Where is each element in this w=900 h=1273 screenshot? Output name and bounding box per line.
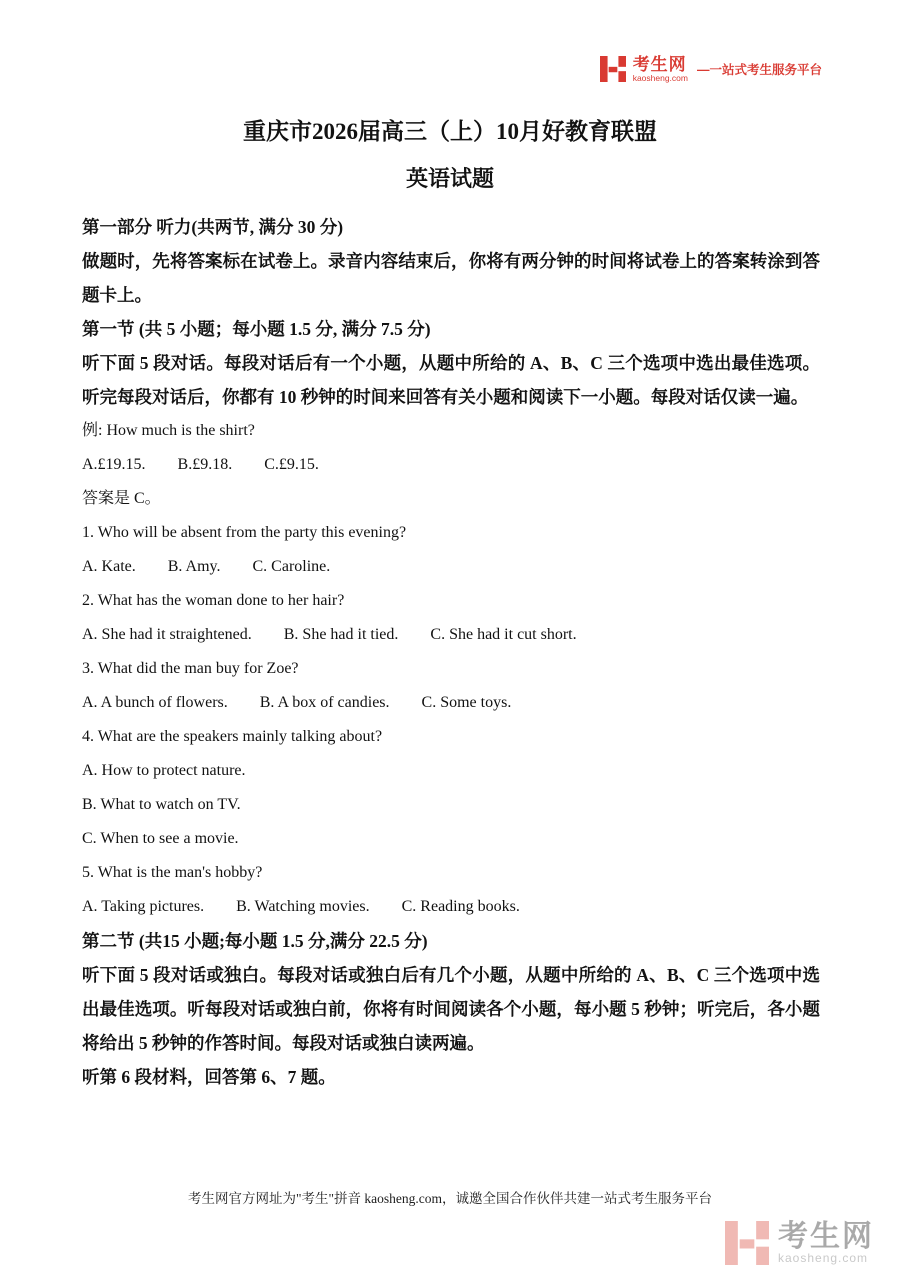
brand-name: 考生网 xyxy=(632,55,687,74)
brand-tagline: —一站式考生服务平台 xyxy=(696,63,822,78)
paragraph: 例: How much is the shirt? xyxy=(82,422,255,439)
footer-note: 考生网官方网址为"考生"拼音 kaosheng.com，诚邀全国合作伙伴共建一站式考生服务平台 xyxy=(187,1191,712,1206)
brand-text-block xyxy=(633,56,688,83)
paragraph: A. A bunch of flowers. B. A box of candies. C. Some toys. xyxy=(82,694,512,711)
paragraph: 第一部分 听力(共两节, 满分 30 分) xyxy=(82,217,344,237)
paragraph: 第二节 (共15 小题;每小题 1.5 分,满分 22.5 分) xyxy=(82,931,428,951)
paragraph: 做题时，先将答案标在试卷上。录音内容结束后，你将有两分钟的时间将试卷上的答案转涂到答题卡上。 xyxy=(82,251,820,305)
document-subtitle: 英语试题 xyxy=(405,166,494,191)
watermark-logo xyxy=(725,1221,874,1265)
paragraph: 4. What are the speakers mainly talking about? xyxy=(82,728,383,745)
kaosheng-logo-icon xyxy=(600,56,626,82)
paragraph: 听下面 5 段对话。每段对话后有一个小题，从题中所给的 A、B、C 三个选项中选出最佳选项。听完每段对话后，你都有 10 秒钟的时间来回答有关小题和阅读下一小题。每段对话仅读一遍。 xyxy=(82,353,820,407)
paragraph: 3. What did the man buy for Zoe? xyxy=(82,660,299,677)
paragraph: 答案是 C。 xyxy=(82,490,161,507)
watermark-kaosheng-icon xyxy=(725,1221,769,1265)
watermark-brand: 考生网 xyxy=(778,1219,874,1253)
paragraph: B. What to watch on TV. xyxy=(82,796,241,813)
watermark-domain: kaosheng.com xyxy=(778,1251,869,1266)
paragraph: A. Kate. B. Amy. C. Caroline. xyxy=(82,558,331,575)
paragraph: A. How to protect nature. xyxy=(82,762,246,779)
site-logo xyxy=(600,56,822,83)
paragraph: 第一节 (共 5 小题；每小题 1.5 分, 满分 7.5 分) xyxy=(82,319,431,339)
document-body xyxy=(0,193,900,1094)
document-title: 重庆市2026届高三（上）10月好教育联盟 xyxy=(243,119,657,144)
paragraph: A. She had it straightened. B. She had it tied. C. She had it cut short. xyxy=(82,626,577,643)
paragraph: A.£19.15. B.£9.18. C.£9.15. xyxy=(82,456,319,473)
paragraph: 听下面 5 段对话或独白。每段对话或独白后有几个小题，从题中所给的 A、B、C 三个选项中选出最佳选项。听每段对话或独白前，你将有时间阅读各个小题，每小题 5 秒钟；听完后，各小题将给出 5 秒钟的作答时间。每段对话或独白读两遍。 xyxy=(82,965,820,1053)
brand-domain: kaosheng.com xyxy=(632,72,688,83)
paragraph: A. Taking pictures. B. Watching movies. C. Reading books. xyxy=(82,898,520,915)
paragraph: C. When to see a movie. xyxy=(82,830,239,847)
paragraph: 5. What is the man's hobby? xyxy=(82,864,263,881)
watermark-text-block xyxy=(778,1221,874,1265)
paragraph: 2. What has the woman done to her hair? xyxy=(82,592,345,609)
paragraph: 听第 6 段材料，回答第 6、7 题。 xyxy=(82,1067,336,1087)
paragraph: 1. Who will be absent from the party this evening? xyxy=(82,524,407,541)
